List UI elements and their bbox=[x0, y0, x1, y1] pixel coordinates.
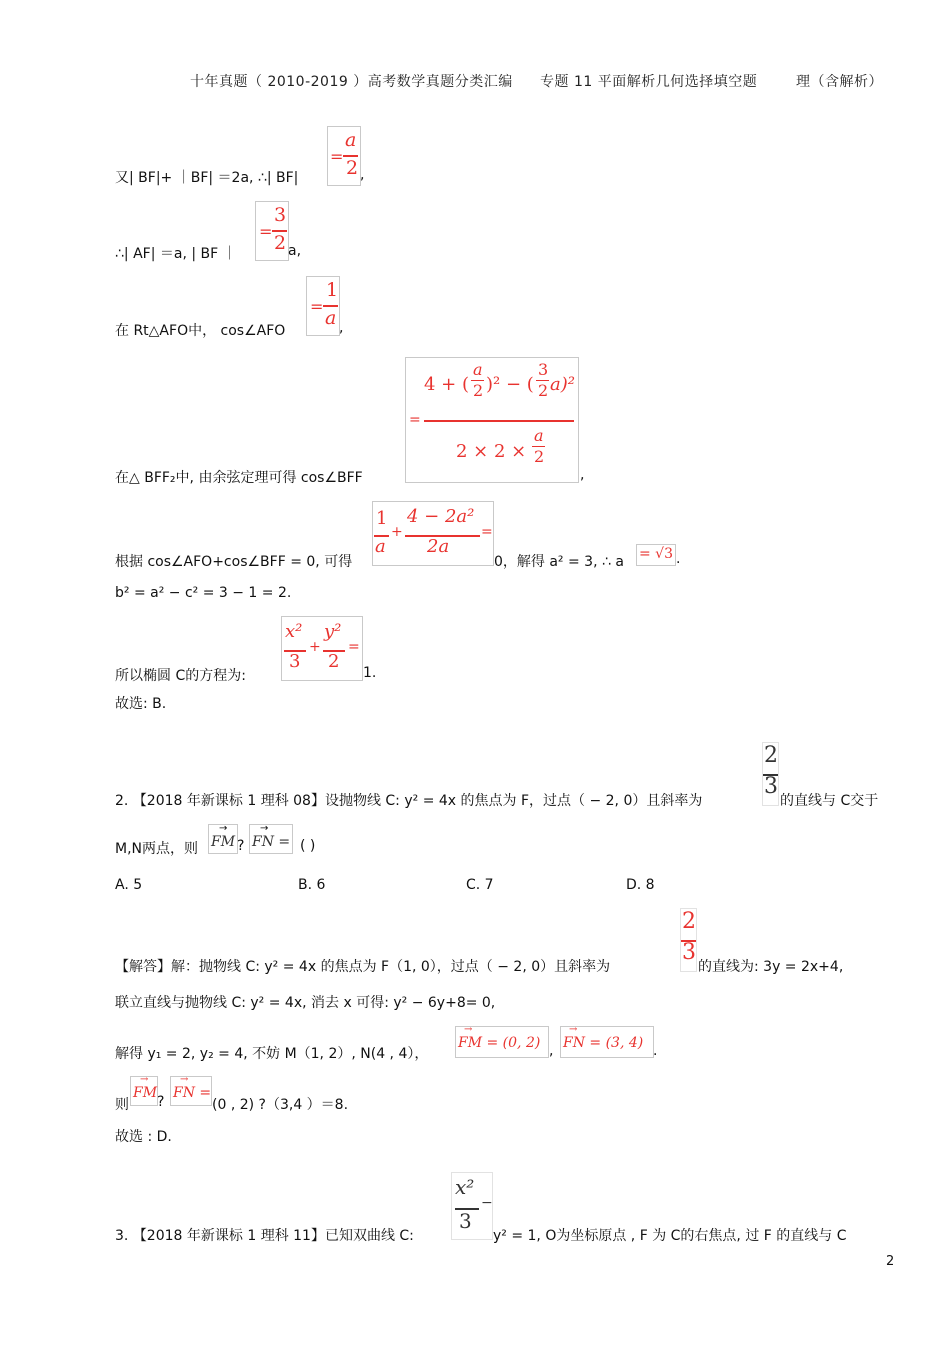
option-b: B. 6 bbox=[298, 877, 326, 893]
sol1-line1: 又| BF|+ ｜BF| ＝2a, ∴| BF| bbox=[115, 170, 299, 186]
formula-box-ellipse: x² 3 + y² 2 = bbox=[281, 616, 363, 681]
page-number: 2 bbox=[886, 1254, 895, 1269]
header-title: 十年真题（ 2010-2019 ）高考数学真题分类汇编 bbox=[190, 74, 513, 90]
ans2-line4-prefix: 则 bbox=[115, 1097, 129, 1113]
q2-stem-mn: M,N两点，则 bbox=[115, 841, 199, 857]
option-c: C. 7 bbox=[466, 877, 494, 893]
period: . bbox=[653, 1043, 658, 1059]
q2-stem: 2. 【2018 年新课标 1 理科 08】设抛物线 C: y² = 4x 的焦点为 F，过点（ − 2, 0）且斜率为 bbox=[115, 793, 703, 809]
formula-box-1-over-a: = 1 a bbox=[306, 276, 340, 336]
formula-box-3-over-2: = 3 2 bbox=[255, 201, 289, 261]
formula-box-a-over-2: = a 2 bbox=[327, 126, 361, 186]
ans2-line-equation: 的直线为: 3y = 2x+4, bbox=[698, 959, 844, 975]
formula-box-sum-equation: 1 a + 4 − 2a² 2a = bbox=[372, 501, 494, 566]
formula-box-cosine-law: = 4 + ( a 2 )² − ( 3 2 a)² 2 × 2 × a 2 bbox=[405, 357, 579, 483]
header-topic: 专题 11 平面解析几何选择填空题 bbox=[540, 74, 758, 90]
formula-box-slope-q2: 2 3 bbox=[762, 742, 779, 806]
q2-stem-end: 的直线与 C交于 bbox=[780, 793, 879, 809]
q3-stem: 3. 【2018 年新课标 1 理科 11】已知双曲线 C: bbox=[115, 1228, 414, 1244]
header-suffix: 理（含解析） bbox=[796, 74, 883, 90]
q3-stem-end: y² = 1, O为坐标原点 , F 为 C的右焦点, 过 F 的直线与 C bbox=[493, 1228, 847, 1244]
formula-box-hyperbola: x² 3 − bbox=[451, 1172, 493, 1240]
sol1-line5: 根据 cos∠AFO+cos∠BFF = 0, 可得 bbox=[115, 554, 353, 570]
vector-fm-value: → FM = (0, 2) bbox=[455, 1026, 549, 1058]
dot-symbol: ? bbox=[237, 838, 245, 854]
sol1-line3: 在 Rt△AFO中， cos∠AFO bbox=[115, 323, 286, 339]
sol1-line2: ∴| AF| ＝a, | BF ｜ bbox=[115, 246, 237, 262]
ans2-line5: 故选 : D. bbox=[115, 1129, 172, 1145]
ans2-line3: 解得 y₁ = 2, y₂ = 4, 不妨 M（1, 2）, N(4 , 4）， bbox=[115, 1046, 429, 1062]
vector-fn-red: → FN = bbox=[170, 1076, 212, 1106]
answer-blank: ( ) bbox=[300, 838, 316, 854]
vector-fn: → FN = bbox=[249, 824, 293, 854]
ans2-line2: 联立直线与抛物线 C: y² = 4x, 消去 x 可得: y² − 6y+8= 0, bbox=[115, 995, 496, 1011]
formula-box-sqrt3: = √3 bbox=[636, 544, 676, 566]
dot-symbol: ? bbox=[157, 1094, 165, 1110]
comma: , bbox=[339, 320, 344, 336]
ans2-line1: 【解答】解：抛物线 C: y² = 4x 的焦点为 F（1, 0），过点（ − 2, 0）且斜率为 bbox=[115, 959, 611, 975]
comma: , bbox=[580, 467, 585, 483]
dot-product-result: (0 , 2) ?（3,4 ）＝8. bbox=[212, 1097, 349, 1113]
a-tail: a, bbox=[288, 243, 302, 259]
comma: , bbox=[360, 167, 365, 183]
option-d: D. 8 bbox=[626, 877, 655, 893]
comma: , bbox=[549, 1043, 554, 1059]
vector-fm: → FM bbox=[208, 824, 238, 854]
option-a: A. 5 bbox=[115, 877, 143, 893]
sol1-line7: 所以椭圆 C的方程为: bbox=[115, 668, 246, 684]
period: . bbox=[676, 551, 681, 567]
vector-fn-value: → FN = (3, 4) bbox=[560, 1026, 654, 1058]
solve-a: 0，解得 a² = 3, ∴ a bbox=[494, 554, 624, 570]
sol1-line6: b² = a² − c² = 3 − 1 = 2. bbox=[115, 585, 292, 601]
vector-fm-red: → FM bbox=[130, 1076, 158, 1106]
sol1-line4: 在△ BFF₂中, 由余弦定理可得 cos∠BFF bbox=[115, 470, 363, 486]
one-period: 1. bbox=[363, 665, 377, 681]
sol1-line8: 故选: B. bbox=[115, 696, 167, 712]
formula-box-slope-ans2: 2 3 bbox=[680, 908, 697, 972]
